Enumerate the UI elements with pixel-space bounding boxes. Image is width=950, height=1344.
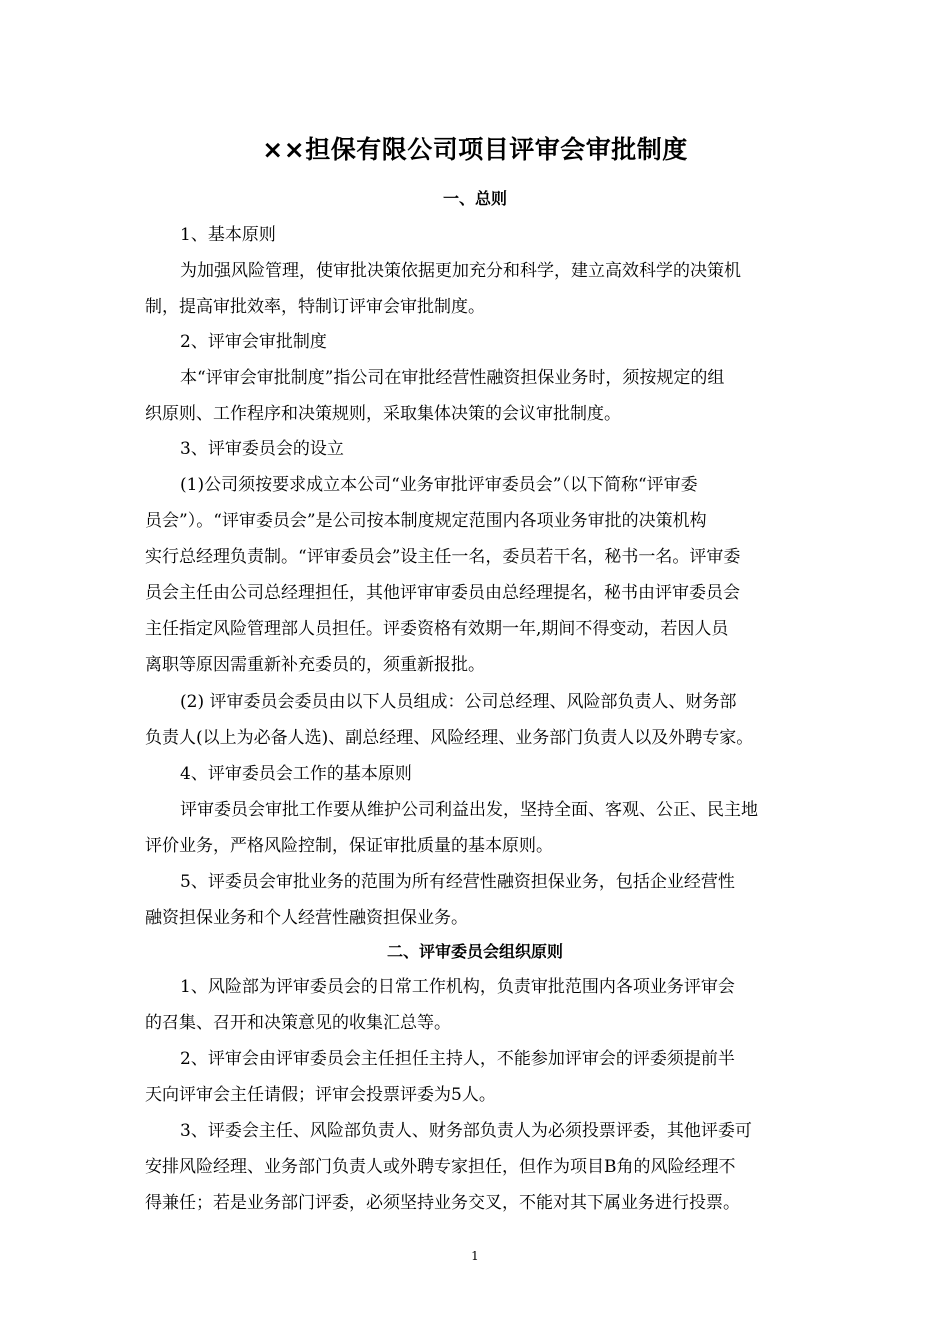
paragraph-line: 织原则、工作程序和决策规则，采取集体决策的会议审批制度。 bbox=[145, 404, 621, 424]
section-heading-organization: 二、评审委员会组织原则 bbox=[386, 942, 563, 961]
paragraph-line: 评审委员会审批工作要从维护公司利益出发，坚持全面、客观、公正、民主地 bbox=[180, 800, 758, 820]
paragraph-line: 4、评审委员会工作的基本原则 bbox=[180, 764, 412, 784]
paragraph-line: 天向评审会主任请假；评审会投票评委为5人。 bbox=[145, 1085, 496, 1105]
paragraph-line: 员会”）。“评审委员会”是公司按本制度规定范围内各项业务审批的决策机构 bbox=[145, 511, 707, 531]
paragraph-line: 主任指定风险管理部人员担任。评委资格有效期一年,期间不得变动，若因人员 bbox=[145, 619, 729, 639]
paragraph-line: 的召集、召开和决策意见的收集汇总等。 bbox=[145, 1013, 451, 1033]
paragraph-line: 5、评委员会审批业务的范围为所有经营性融资担保业务，包括企业经营性 bbox=[180, 872, 735, 892]
paragraph-line: 2、评审会由评审委员会主任担任主持人，不能参加评审会的评委须提前半 bbox=[180, 1049, 735, 1069]
paragraph-line: (2) 评审委员会委员由以下人员组成：公司总经理、风险部负责人、财务部 bbox=[180, 692, 737, 712]
paragraph-line: 1、基本原则 bbox=[180, 225, 276, 245]
page-number: 1 bbox=[471, 1249, 479, 1263]
paragraph-line: (1)公司须按要求成立本公司“业务审批评审委员会”（以下简称“评审委 bbox=[180, 475, 698, 495]
paragraph-line: 员会主任由公司总经理担任，其他评审审委员由总经理提名，秘书由评审委员会 bbox=[145, 583, 740, 603]
paragraph-line: 1、风险部为评审委员会的日常工作机构，负责审批范围内各项业务评审会 bbox=[180, 977, 735, 997]
paragraph-line: 本“评审会审批制度”指公司在审批经营性融资担保业务时，须按规定的组 bbox=[180, 368, 725, 388]
paragraph-line: 2、评审会审批制度 bbox=[180, 332, 327, 352]
paragraph-line: 为加强风险管理，使审批决策依据更加充分和科学，建立高效科学的决策机 bbox=[180, 261, 741, 281]
paragraph-line: 离职等原因需重新补充委员的，须重新报批。 bbox=[145, 655, 485, 675]
document-title: ××担保有限公司项目评审会审批制度 bbox=[262, 135, 688, 164]
paragraph-line: 3、评委会主任、风险部负责人、财务部负责人为必须投票评委，其他评委可 bbox=[180, 1121, 752, 1141]
paragraph-line: 负责人(以上为必备人选)、副总经理、风险经理、业务部门负责人以及外聘专家。 bbox=[145, 728, 754, 748]
paragraph-line: 评价业务，严格风险控制，保证审批质量的基本原则。 bbox=[145, 836, 553, 856]
paragraph-line: 得兼任；若是业务部门评委，必须坚持业务交叉，不能对其下属业务进行投票。 bbox=[145, 1193, 740, 1213]
paragraph-line: 安排风险经理、业务部门负责人或外聘专家担任，但作为项目B角的风险经理不 bbox=[145, 1157, 736, 1177]
paragraph-line: 制，提高审批效率，特制订评审会审批制度。 bbox=[145, 297, 485, 317]
section-heading-general: 一、总则 bbox=[442, 189, 507, 208]
paragraph-line: 融资担保业务和个人经营性融资担保业务。 bbox=[145, 908, 468, 928]
paragraph-line: 实行总经理负责制。“评审委员会”设主任一名，委员若干名，秘书一名。评审委 bbox=[145, 547, 741, 567]
paragraph-line: 3、评审委员会的设立 bbox=[180, 439, 344, 459]
